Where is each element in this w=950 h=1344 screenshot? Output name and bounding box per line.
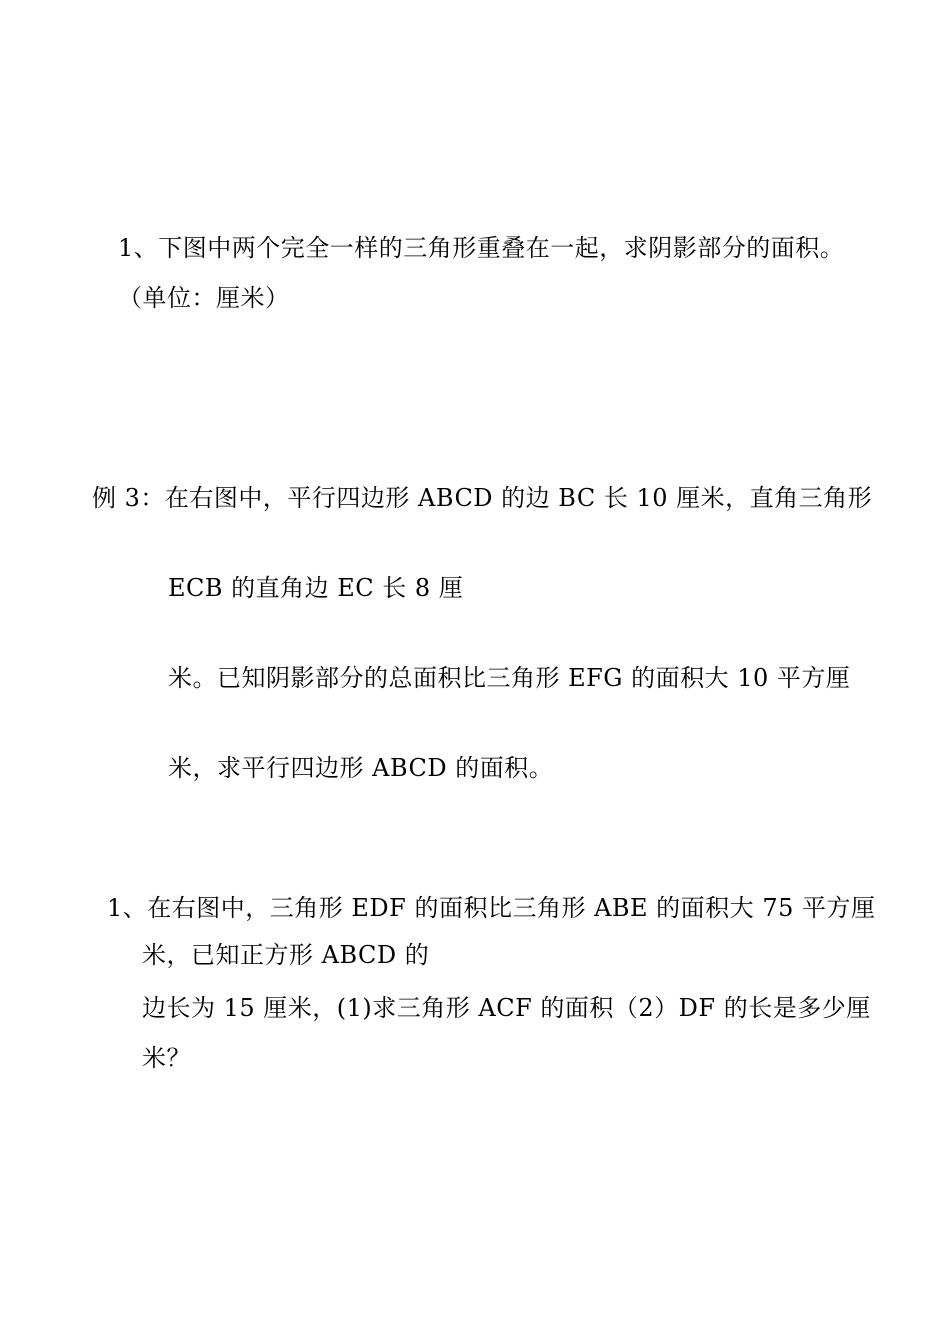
problem-2-text-line-4: 米？	[142, 1044, 191, 1072]
problem-2-text-line-2: 米，已知正方形 ABCD 的	[142, 941, 430, 969]
problem-2-text-line-1: 1、在右图中，三角形 EDF 的面积比三角形 ABE 的面积大 75 平方厘	[107, 894, 876, 922]
example-3-text-line-4: 米，求平行四边形 ABCD 的面积。	[168, 754, 554, 782]
example-3-text-line-2: ECB 的直角边 EC 长 8 厘	[168, 574, 464, 602]
problem-2-text-line-3: 边长为 15 厘米，(1)求三角形 ACF 的面积（2）DF 的长是多少厘	[142, 994, 871, 1022]
problem-1-text-line-1: 1、下图中两个完全一样的三角形重叠在一起，求阴影部分的面积。	[118, 234, 845, 262]
example-3-text-line-3: 米。已知阴影部分的总面积比三角形 EFG 的面积大 10 平方厘	[168, 664, 851, 692]
problem-1-text-line-2: （单位：厘米）	[118, 284, 290, 312]
example-3-text-line-1: 例 3：在右图中，平行四边形 ABCD 的边 BC 长 10 厘米，直角三角形	[92, 484, 873, 512]
